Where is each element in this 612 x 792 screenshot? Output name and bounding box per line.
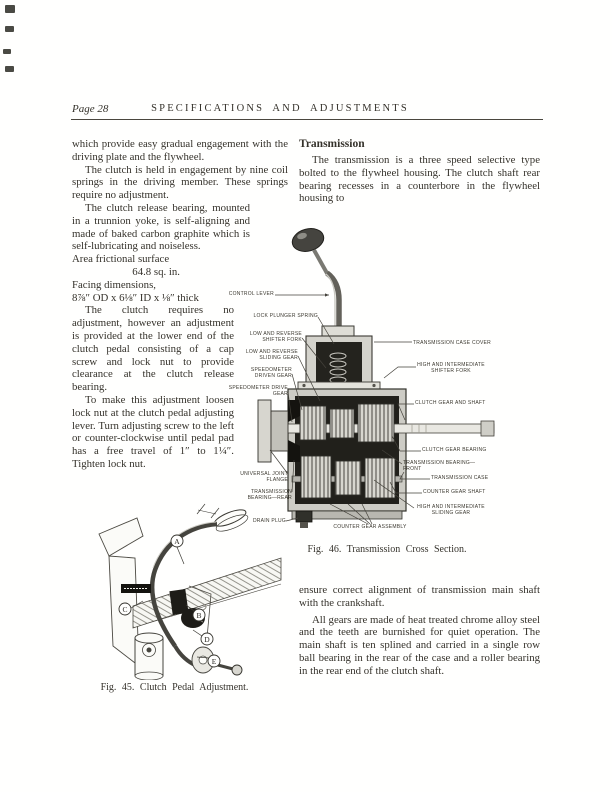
paragraph-transmission-intro: The transmission is a three speed selective type bolted to the flywheel housing. The clutch shaft rear bearing recesses in a counterbore in the flywheel housing to xyxy=(299,154,540,205)
paragraph-adjustment: The clutch requires no adjustment, however an adjustment is provided at the lower end of the clutch pedal consisting of a cap screw and lock nut to provide clearance at the clutch release bearing. xyxy=(72,304,234,394)
transmission-cover-shape xyxy=(298,326,380,389)
fig45-illustration xyxy=(85,498,290,680)
fig46-label-speedometer-driven-gear: SPEEDOMETER DRIVEN GEAR xyxy=(250,367,292,379)
paragraph-alignment: ensure correct alignment of transmission main shaft with the crankshaft. xyxy=(299,584,540,609)
area-label: Area frictional surface xyxy=(72,253,170,266)
fig46-label-clutch-gear-bearing: CLUTCH GEAR BEARING xyxy=(422,447,487,453)
paragraph-procedure: To make this adjustment loosen lock nut at the clutch pedal adjusting lever. Turn adjusting screw to the left or counter-clockwise until pedal pad has a free travel of 1″ to 1¼″. Tighten lock nut. xyxy=(72,393,234,470)
right-column xyxy=(299,138,540,205)
svg-text:D: D xyxy=(204,634,210,644)
fig46-label-transmission-bearing-front: TRANSMISSION BEARING—FRONT xyxy=(403,460,476,472)
fig46-label-high-intermediate-sliding-gear: HIGH AND INTERMEDIATE SLIDING GEAR xyxy=(417,504,485,516)
callout-d xyxy=(201,633,213,645)
facing-label: Facing dimensions, xyxy=(72,278,156,291)
fig46-label-transmission-bearing-rear: TRANSMISSION BEARING—REAR xyxy=(247,489,292,501)
paragraph-engagement: which provide easy gradual engagement with the driving plate and the flywheel. xyxy=(72,138,288,163)
fig45-caption: Fig. 45. Clutch Pedal Adjustment. xyxy=(100,682,249,693)
fig46-caption: Fig. 46. Transmission Cross Section. xyxy=(307,544,467,555)
callout-b xyxy=(193,609,205,621)
fig46-label-transmission-case-cover: TRANSMISSION CASE COVER xyxy=(413,340,491,346)
scan-mark xyxy=(5,66,14,72)
svg-text:C: C xyxy=(122,604,128,614)
gear-shift-knob-icon xyxy=(290,225,328,275)
fig46-label-lock-plunger-spring: LOCK PLUNGER SPRING xyxy=(253,313,318,319)
paragraph-springs: The clutch is held in engagement by nine coil springs in the driving member. These springs require no adjustment. xyxy=(72,163,288,202)
fig46-label-clutch-gear-and-shaft: CLUTCH GEAR AND SHAFT xyxy=(415,400,486,406)
callout-e xyxy=(208,655,220,667)
cylinder-shape xyxy=(135,633,163,680)
fig46-label-counter-gear-shaft: COUNTER GEAR SHAFT xyxy=(423,489,486,495)
fig46-label-low-reverse-shifter-fork: LOW AND REVERSE SHIFTER FORK xyxy=(249,331,302,343)
fig46-label-counter-gear-assembly: COUNTER GEAR ASSEMBLY xyxy=(333,524,407,530)
page-title: SPECIFICATIONS AND ADJUSTMENTS xyxy=(151,103,409,114)
pedal-pad-shape xyxy=(197,504,250,534)
fig46-label-high-intermediate-shifter-fork: HIGH AND INTERMEDIATE SHIFTER FORK xyxy=(417,362,485,374)
fig46-label-control-lever: CONTROL LEVER xyxy=(228,291,274,297)
svg-text:E: E xyxy=(211,656,217,666)
scan-mark xyxy=(5,26,14,32)
fig46-label-speedometer-drive-gear: SPEEDOMETER DRIVE GEAR xyxy=(228,385,288,397)
fig46-label-drain-plug: DRAIN PLUG xyxy=(252,518,286,524)
paragraph-gears: All gears are made of heat treated chrome alloy steel and the teeth are burnished for quiet operation. The main shaft is ten splined and carried in a single row ball bearing in the rear of the case and a roller bearing in the rear end of the clutch shaft. xyxy=(299,613,540,677)
scan-mark xyxy=(3,49,11,54)
area-value: 64.8 sq. in. xyxy=(132,265,180,278)
page-number: Page 28 xyxy=(72,103,109,115)
header-rule xyxy=(71,119,543,120)
transmission-heading: Transmission xyxy=(299,138,365,150)
drain-plug-shape xyxy=(296,511,312,528)
callout-c xyxy=(119,603,131,615)
area-frictional-surface xyxy=(72,253,250,279)
fig46-label-universal-joint-flange: UNIVERSAL JOINT FLANGE xyxy=(240,471,288,483)
svg-text:A: A xyxy=(174,536,180,546)
svg-text:B: B xyxy=(196,610,202,620)
scan-mark xyxy=(5,5,15,13)
paragraph-release-bearing: The clutch release bearing, mounted in a trunnion yoke, is self-aligning and made of baked carbon graphite which is self-lubricating and noiseless. xyxy=(72,201,250,253)
right-column-bottom xyxy=(299,584,540,678)
callout-a xyxy=(171,535,183,547)
fig46-label-transmission-case: TRANSMISSION CASE xyxy=(431,475,489,481)
fig46-label-low-reverse-sliding-gear: LOW AND REVERSE SLIDING GEAR xyxy=(245,349,298,361)
facing-value: 8⅞″ OD x 6⅛″ ID x ⅛″ thick xyxy=(72,291,199,304)
